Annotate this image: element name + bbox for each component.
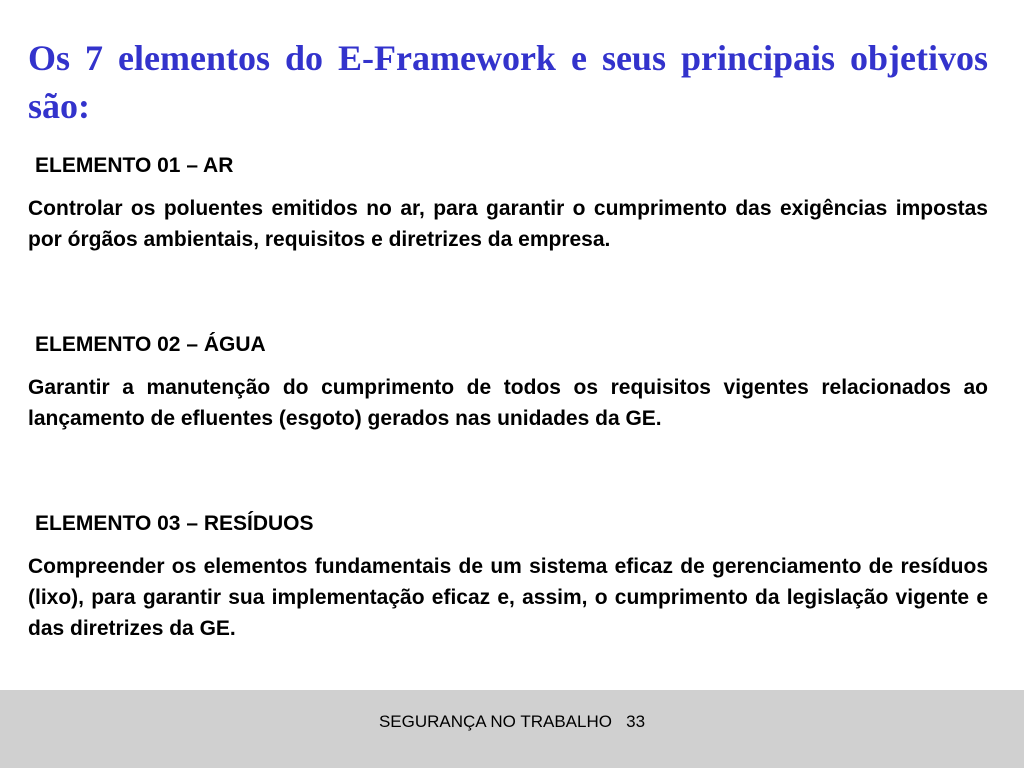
page-number: 33 xyxy=(626,712,646,731)
slide-title: Os 7 elementos do E-Framework e seus principais objetivos são: xyxy=(28,38,988,126)
element-heading: ELEMENTO 01 – AR xyxy=(35,154,234,177)
element-description: Compreender os elementos fundamentais de um sistema eficaz de gerenciamento de resíduos (lixo), para garantir sua implementação eficaz e, assim, o cumprimento da legislação vigente e das diretrizes da GE. xyxy=(28,555,988,640)
element-description: Garantir a manutenção do cumprimento de todos os requisitos vigentes relacionados ao lançamento de efluentes (esgoto) gerados nas unidades da GE. xyxy=(28,376,988,430)
element-section-residuos xyxy=(28,511,988,644)
element-heading: ELEMENTO 02 – ÁGUA xyxy=(35,333,266,356)
element-description: Controlar os poluentes emitidos no ar, para garantir o cumprimento das exigências impostas por órgãos ambientais, requisitos e diretrizes da empresa. xyxy=(28,197,988,251)
footer-label: SEGURANÇA NO TRABALHO xyxy=(378,712,612,731)
footer-bar xyxy=(0,690,1024,768)
footer-text xyxy=(0,712,1024,732)
element-section-agua xyxy=(28,332,988,434)
element-section-ar xyxy=(28,153,988,255)
element-heading: ELEMENTO 03 – RESÍDUOS xyxy=(35,512,314,535)
